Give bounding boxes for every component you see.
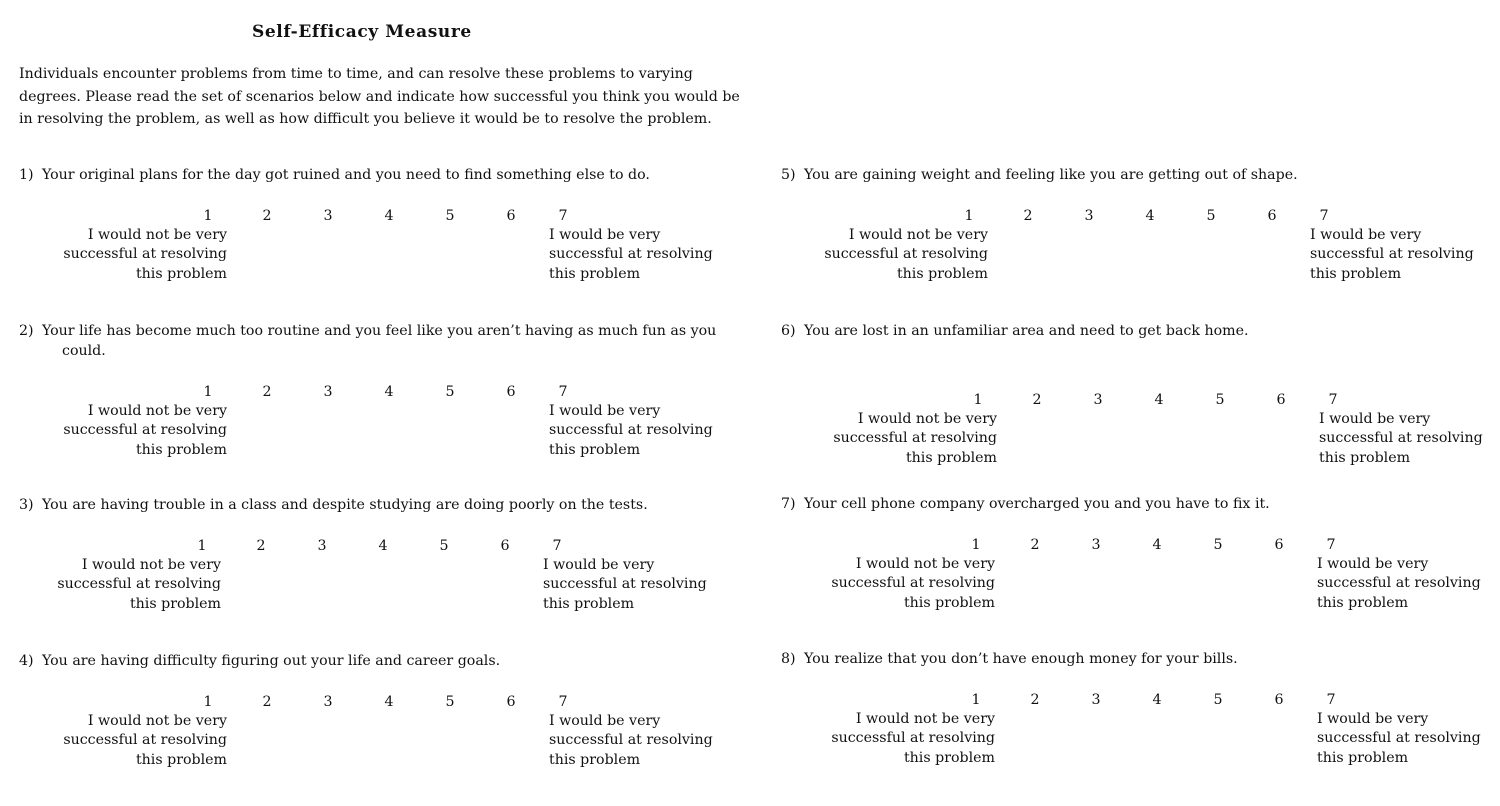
- scale-option-2[interactable]: 2: [1032, 392, 1042, 408]
- instructions-line: Individuals encounter problems from time to time, and can resolve these problems to varying: [19, 66, 693, 82]
- item-question: [781, 166, 1298, 186]
- scale-option-5[interactable]: 5: [1206, 208, 1216, 224]
- low-anchor-label: [57, 556, 221, 614]
- instructions-line: in resolving the problem, as well as how difficult you believe it would be to resolve the problem.: [19, 111, 712, 127]
- scale-option-3[interactable]: 3: [323, 694, 333, 710]
- high-anchor-line: successful at resolving: [1317, 730, 1481, 747]
- rating-scale: [19, 693, 759, 773]
- item-number: 8): [781, 651, 796, 667]
- high-anchor-line: successful at resolving: [549, 422, 713, 439]
- low-anchor-label: [831, 555, 995, 613]
- low-anchor-line: successful at resolving: [63, 422, 227, 439]
- scale-option-3[interactable]: 3: [1084, 208, 1094, 224]
- low-anchor-line: successful at resolving: [63, 732, 227, 749]
- survey-item: [19, 322, 759, 462]
- low-anchor-line: I would not be very: [87, 227, 227, 243]
- item-text: You are having trouble in a class and despite studying are doing poorly on the tests.: [42, 497, 648, 513]
- low-anchor-line: this problem: [905, 449, 997, 466]
- scale-option-4[interactable]: 4: [1145, 208, 1155, 224]
- scale-option-2[interactable]: 2: [262, 208, 272, 224]
- scale-option-1[interactable]: 1: [203, 694, 213, 710]
- scale-option-6[interactable]: 6: [1274, 692, 1284, 708]
- scale-option-7[interactable]: 7: [1326, 692, 1336, 708]
- scale-option-4[interactable]: 4: [1152, 537, 1162, 553]
- scale-option-5[interactable]: 5: [1215, 392, 1225, 408]
- scale-option-5[interactable]: 5: [445, 384, 455, 400]
- item-question: [781, 322, 1249, 342]
- low-anchor-line: successful at resolving: [63, 246, 227, 263]
- scale-option-3[interactable]: 3: [1093, 392, 1103, 408]
- scale-option-1[interactable]: 1: [971, 692, 981, 708]
- scale-option-1[interactable]: 1: [203, 384, 213, 400]
- high-anchor-label: [1317, 555, 1481, 613]
- survey-item: [781, 166, 1500, 306]
- scale-option-6[interactable]: 6: [506, 208, 516, 224]
- survey-item: [19, 496, 759, 636]
- low-anchor-line: this problem: [129, 595, 221, 612]
- low-anchor-line: this problem: [135, 265, 227, 282]
- item-text: Your cell phone company overcharged you and you have to fix it.: [804, 496, 1270, 512]
- survey-item: [19, 166, 759, 306]
- high-anchor-line: successful at resolving: [549, 246, 713, 263]
- item-question: [19, 652, 500, 672]
- rating-scale: [787, 691, 1500, 771]
- high-anchor-line: successful at resolving: [1317, 575, 1481, 592]
- low-anchor-line: successful at resolving: [833, 430, 997, 447]
- scale-option-7[interactable]: 7: [552, 538, 562, 554]
- item-text: You are gaining weight and feeling like you are getting out of shape.: [804, 167, 1298, 183]
- scale-option-3[interactable]: 3: [1091, 692, 1101, 708]
- high-anchor-line: I would be very: [1317, 556, 1429, 572]
- high-anchor-line: this problem: [1319, 449, 1411, 466]
- high-anchor-line: this problem: [549, 751, 641, 768]
- high-anchor-label: [1310, 226, 1474, 284]
- item-question: [781, 495, 1270, 515]
- scale-option-2[interactable]: 2: [1023, 208, 1033, 224]
- high-anchor-line: I would be very: [1310, 227, 1422, 243]
- rating-scale: [19, 383, 759, 463]
- scale-option-5[interactable]: 5: [445, 208, 455, 224]
- high-anchor-line: I would be very: [1317, 711, 1429, 727]
- scale-option-7[interactable]: 7: [1328, 392, 1338, 408]
- item-text: You realize that you don’t have enough money for your bills.: [804, 651, 1238, 667]
- high-anchor-line: I would be very: [549, 227, 661, 243]
- scale-option-4[interactable]: 4: [384, 384, 394, 400]
- scale-option-7[interactable]: 7: [558, 208, 568, 224]
- scale-option-2[interactable]: 2: [256, 538, 266, 554]
- scale-option-3[interactable]: 3: [1091, 537, 1101, 553]
- scale-option-5[interactable]: 5: [1213, 537, 1223, 553]
- scale-option-5[interactable]: 5: [445, 694, 455, 710]
- low-anchor-line: successful at resolving: [831, 575, 995, 592]
- item-text: You are lost in an unfamiliar area and need to get back home.: [804, 323, 1249, 339]
- low-anchor-line: successful at resolving: [57, 576, 221, 593]
- item-text: Your life has become much too routine and you feel like you aren’t having as much fun as you: [42, 323, 717, 339]
- item-number: 5): [781, 167, 796, 183]
- low-anchor-line: this problem: [135, 441, 227, 458]
- low-anchor-line: I would not be very: [855, 556, 995, 572]
- high-anchor-line: I would be very: [549, 403, 661, 419]
- scale-option-3[interactable]: 3: [323, 208, 333, 224]
- scale-option-1[interactable]: 1: [973, 392, 983, 408]
- high-anchor-label: [549, 402, 713, 460]
- high-anchor-line: successful at resolving: [549, 732, 713, 749]
- survey-item: [781, 650, 1500, 790]
- item-question: [19, 496, 648, 516]
- item-number: 2): [19, 323, 34, 339]
- high-anchor-label: [543, 556, 707, 614]
- scale-option-1[interactable]: 1: [197, 538, 207, 554]
- high-anchor-line: this problem: [543, 595, 635, 612]
- survey-item: [781, 495, 1500, 635]
- low-anchor-line: I would not be very: [87, 713, 227, 729]
- low-anchor-line: I would not be very: [848, 227, 988, 243]
- item-number: 6): [781, 323, 796, 339]
- low-anchor-line: I would not be very: [87, 403, 227, 419]
- low-anchor-line: I would not be very: [81, 557, 221, 573]
- scale-option-6[interactable]: 6: [1276, 392, 1286, 408]
- scale-option-4[interactable]: 4: [1152, 692, 1162, 708]
- scale-option-6[interactable]: 6: [1267, 208, 1277, 224]
- low-anchor-label: [831, 710, 995, 768]
- high-anchor-line: this problem: [1310, 265, 1402, 282]
- scale-option-2[interactable]: 2: [1030, 537, 1040, 553]
- scale-option-5[interactable]: 5: [1213, 692, 1223, 708]
- low-anchor-label: [63, 402, 227, 460]
- item-text: You are having difficulty figuring out your life and career goals.: [42, 653, 501, 669]
- item-number: 3): [19, 497, 34, 513]
- scale-option-7[interactable]: 7: [558, 384, 568, 400]
- high-anchor-line: successful at resolving: [543, 576, 707, 593]
- scale-option-2[interactable]: 2: [1030, 692, 1040, 708]
- low-anchor-line: successful at resolving: [824, 246, 988, 263]
- scale-option-1[interactable]: 1: [971, 537, 981, 553]
- item-text: Your original plans for the day got ruined and you need to find something else to do.: [42, 167, 650, 183]
- high-anchor-line: I would be very: [549, 713, 661, 729]
- high-anchor-line: this problem: [549, 441, 641, 458]
- scale-option-7[interactable]: 7: [1319, 208, 1329, 224]
- rating-scale: [19, 207, 759, 287]
- scale-option-4[interactable]: 4: [378, 538, 388, 554]
- low-anchor-line: this problem: [903, 594, 995, 611]
- rating-scale: [789, 391, 1500, 471]
- high-anchor-label: [1317, 710, 1481, 768]
- item-question: [19, 322, 716, 361]
- scale-option-2[interactable]: 2: [262, 694, 272, 710]
- high-anchor-label: [1319, 410, 1483, 468]
- scale-option-4[interactable]: 4: [384, 208, 394, 224]
- scale-option-6[interactable]: 6: [1274, 537, 1284, 553]
- high-anchor-line: this problem: [1317, 594, 1409, 611]
- high-anchor-line: I would be very: [1319, 411, 1431, 427]
- low-anchor-line: this problem: [896, 265, 988, 282]
- scale-option-1[interactable]: 1: [964, 208, 974, 224]
- rating-scale: [13, 537, 753, 617]
- item-number: 7): [781, 496, 796, 512]
- high-anchor-line: successful at resolving: [1319, 430, 1483, 447]
- scale-option-6[interactable]: 6: [506, 694, 516, 710]
- low-anchor-label: [63, 226, 227, 284]
- low-anchor-line: successful at resolving: [831, 730, 995, 747]
- scale-option-6[interactable]: 6: [500, 538, 510, 554]
- low-anchor-line: I would not be very: [855, 711, 995, 727]
- instructions-paragraph: [19, 63, 779, 131]
- survey-item: [781, 322, 1500, 466]
- scale-option-4[interactable]: 4: [384, 694, 394, 710]
- item-number: 1): [19, 167, 34, 183]
- low-anchor-line: this problem: [135, 751, 227, 768]
- rating-scale: [780, 207, 1500, 287]
- high-anchor-line: I would be very: [543, 557, 655, 573]
- low-anchor-label: [833, 410, 997, 468]
- item-number: 4): [19, 653, 34, 669]
- high-anchor-line: successful at resolving: [1310, 246, 1474, 263]
- rating-scale: [787, 536, 1500, 616]
- instructions-line: degrees. Please read the set of scenarios below and indicate how successful you think you would be: [19, 88, 740, 105]
- low-anchor-label: [824, 226, 988, 284]
- item-question: [781, 650, 1238, 670]
- high-anchor-line: this problem: [1317, 749, 1409, 766]
- low-anchor-line: this problem: [903, 749, 995, 766]
- survey-item: [19, 652, 759, 792]
- item-question: [19, 166, 650, 186]
- scale-option-3[interactable]: 3: [323, 384, 333, 400]
- scale-option-2[interactable]: 2: [262, 384, 272, 400]
- scale-option-7[interactable]: 7: [558, 694, 568, 710]
- high-anchor-line: this problem: [549, 265, 641, 282]
- low-anchor-label: [63, 712, 227, 770]
- high-anchor-label: [549, 712, 713, 770]
- low-anchor-line: I would not be very: [857, 411, 997, 427]
- scale-option-3[interactable]: 3: [317, 538, 327, 554]
- page-title: Self-Efficacy Measure: [252, 22, 472, 42]
- scale-option-4[interactable]: 4: [1154, 392, 1164, 408]
- item-text-continuation: could.: [62, 342, 106, 359]
- scale-option-6[interactable]: 6: [506, 384, 516, 400]
- high-anchor-label: [549, 226, 713, 284]
- scale-option-1[interactable]: 1: [203, 208, 213, 224]
- scale-option-5[interactable]: 5: [439, 538, 449, 554]
- scale-option-7[interactable]: 7: [1326, 537, 1336, 553]
